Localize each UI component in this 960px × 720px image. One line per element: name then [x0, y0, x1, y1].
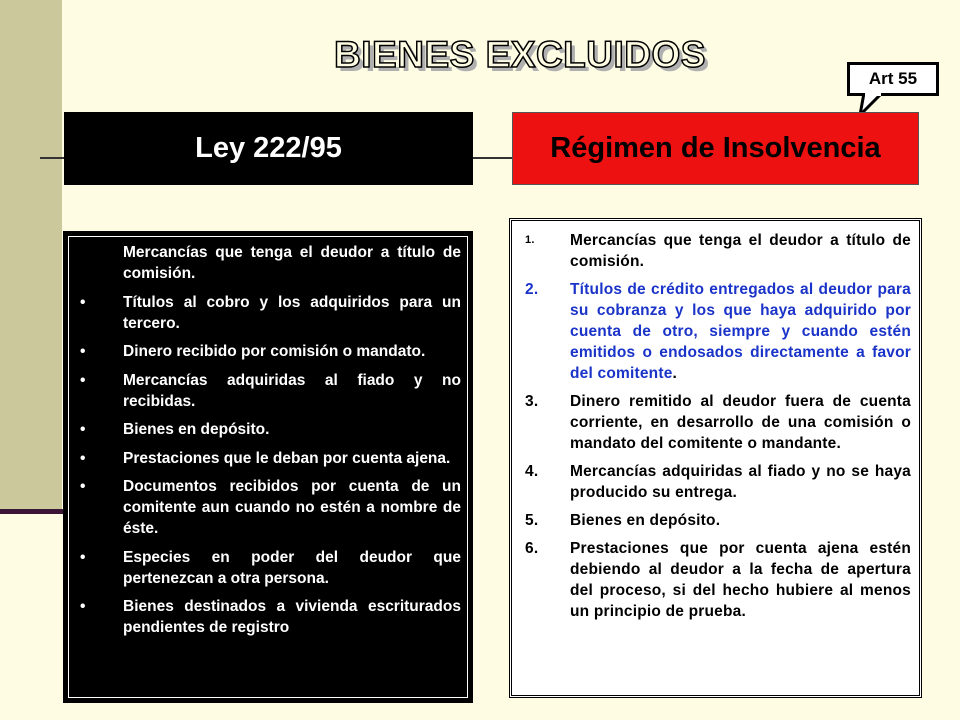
list-item: • Títulos al cobro y los adquiridos para un tercero.: [80, 293, 461, 332]
regimen-insolvencia-excluded-goods-list: [509, 218, 922, 698]
list-item: 1. Mercancías que tenga el deudor a título de comisión.: [525, 232, 911, 270]
list-item: • Dinero recibido por comisión o mandato.: [80, 343, 426, 360]
connector-line-middle: [473, 157, 513, 159]
list-item: 3. Dinero remitido al deudor fuera de cuenta corriente, en desarrollo de una comisión o mandato del comitente o mandante.: [525, 393, 911, 452]
list-item: Mercancías que tenga el deudor a título de comisión.: [123, 244, 461, 282]
list-item: • Bienes destinados a vivienda escriturados pendientes de registro: [80, 598, 461, 636]
list-item: • Documentos recibidos por cuenta de un comitente aun cuando no estén a nombre de éste.: [80, 478, 461, 537]
decorative-side-strip: [0, 0, 62, 512]
list-item: • Prestaciones que le deban por cuenta ajena.: [80, 449, 451, 467]
slide-title: BIENES EXCLUIDOS: [334, 34, 706, 75]
ley-222-header: Ley 222/95: [64, 112, 473, 185]
list-item: • Mercancías adquiridas al fiado y no recibidas.: [80, 371, 461, 410]
article-callout: Art 55: [847, 62, 939, 96]
list-item: 6. Prestaciones que por cuenta ajena estén debiendo al deudor a la fecha de apertura del proceso, si del hecho hubiere al menos un principio de prueba.: [525, 540, 911, 620]
list-item: 4. Mercancías adquiridas al fiado y no se haya producido su entrega.: [525, 463, 911, 501]
ley-222-excluded-goods-list: [63, 231, 473, 703]
list-item: • Especies en poder del deudor que pertenezcan a otra persona.: [80, 548, 461, 587]
list-item: 2. Títulos de crédito entregados al deudor para su cobranza y los que haya adquirido por cuenta de otro, siempre y cuando estén emitidos o endosados directamente a favor del comitente.: [525, 281, 911, 382]
list-item: 5. Bienes en depósito.: [525, 512, 721, 529]
connector-line-left: [40, 157, 66, 159]
regimen-insolvencia-header: Régimen de Insolvencia: [512, 112, 919, 185]
list-item: • Bienes en depósito.: [80, 421, 270, 438]
